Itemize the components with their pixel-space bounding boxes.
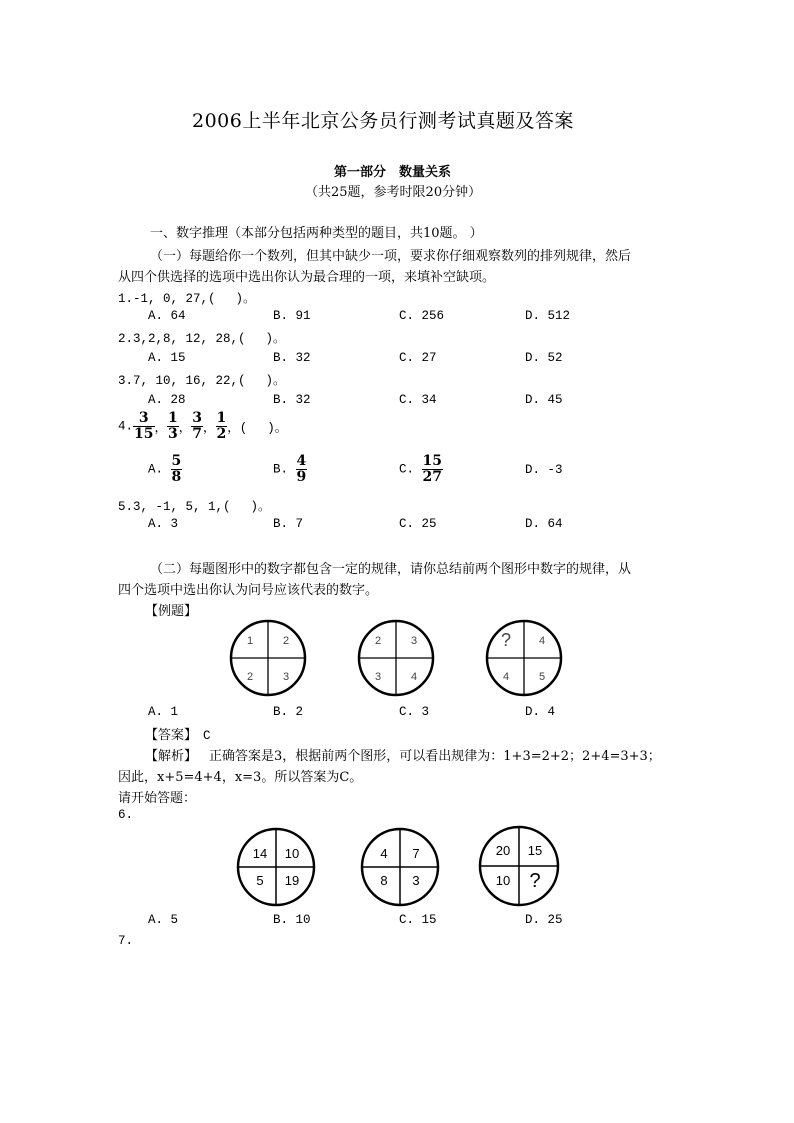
q3-option-d: D. 45: [525, 393, 563, 407]
part-subheading: （共25题，参考时限20分钟）: [305, 185, 482, 200]
question-2-stem: 2.3,2,8, 12, 28,( )。: [118, 332, 286, 346]
analysis-text1: 正确答案是3，根据前两个图形，可以看出规律为：1+3=2+2；2+4=3+3；: [209, 749, 661, 764]
example-option-b: B. 2: [273, 705, 304, 719]
q4-number: 4.: [118, 419, 134, 434]
q6-2-bottom-left: 8: [380, 873, 388, 888]
q6-3-top-right: 15: [527, 843, 543, 858]
example-3-bottom-right: 5: [538, 671, 546, 683]
q6-circle-1: [235, 826, 317, 908]
example-label: 【例题】: [145, 604, 198, 619]
q4-fraction-1: $\frac{3}{15}$: [134, 410, 154, 442]
example-2-top-left: 2: [374, 635, 382, 647]
q6-1-top-left: 14: [252, 846, 268, 861]
example-circle-1: [228, 618, 308, 698]
q3-option-b: B. 32: [273, 393, 311, 407]
q4-fraction-2: $\frac{1}{3}$: [168, 410, 178, 442]
q6-3-bottom-left: 10: [495, 873, 511, 888]
analysis-line2: 因此，x+5=4+4，x=3。所以答案为C。: [118, 770, 363, 785]
q6-3-bottom-right: ?: [529, 870, 541, 892]
q6-circle-2: [359, 826, 441, 908]
example-1-top-left: 1: [246, 635, 254, 647]
question-3-stem: 3.7, 10, 16, 22,( )。: [118, 374, 286, 388]
example-3-top-right: 4: [538, 635, 546, 647]
section1-intro-line1: （一）每题给你一个数列，但其中缺少一项，要求你仔细观察数列的排列规律，然后: [150, 249, 632, 264]
q5-option-a: A. 3: [148, 517, 179, 531]
example-1-bottom-left: 2: [246, 671, 254, 683]
analysis-label: 【解析】: [145, 749, 198, 764]
answer-value: C: [203, 729, 211, 743]
question-1-stem: 1.-1, 0, 27,( )。: [118, 292, 256, 306]
section2-intro-line2: 四个选项中选出你认为问号应该代表的数字。: [118, 583, 379, 598]
q1-option-a: A. 64: [148, 309, 186, 323]
example-1-bottom-right: 3: [282, 671, 290, 683]
question-6-number: 6.: [118, 808, 134, 822]
question-7-number: 7.: [118, 934, 134, 948]
q5-option-c: C. 25: [399, 517, 437, 531]
q2-option-b: B. 32: [273, 351, 311, 365]
q1-option-b: B. 91: [273, 309, 311, 323]
q4-option-c: C. $\frac{15}{27}$: [399, 453, 443, 485]
example-2-bottom-right: 4: [410, 671, 418, 683]
example-3-top-left: ?: [500, 630, 512, 650]
q6-3-top-left: 20: [495, 843, 511, 858]
q5-option-d: D. 64: [525, 517, 563, 531]
q6-option-c: C. 15: [399, 913, 437, 927]
example-circle-2: [356, 618, 436, 698]
section1-heading: 一、数字推理（本部分包括两种类型的题目，共10题。 ）: [150, 226, 483, 241]
q1-option-c: C. 256: [399, 309, 445, 323]
analysis-line1: [145, 745, 661, 764]
q6-2-top-left: 4: [380, 846, 388, 861]
example-2-bottom-left: 3: [374, 671, 382, 683]
q6-circle-3: [477, 824, 561, 908]
q4-option-d: D. -3: [525, 463, 563, 477]
q1-option-d: D. 512: [525, 309, 571, 323]
answer-line: [145, 724, 211, 743]
q6-2-bottom-right: 3: [412, 873, 420, 888]
q2-option-c: C. 27: [399, 351, 437, 365]
q2-option-d: D. 52: [525, 351, 563, 365]
example-option-a: A. 1: [148, 705, 179, 719]
q4-fraction-4: $\frac{1}{2}$: [216, 410, 227, 442]
q6-1-top-right: 10: [284, 846, 300, 861]
example-option-c: C. 3: [399, 705, 430, 719]
start-label: 请开始答题：: [118, 791, 197, 806]
example-option-d: D. 4: [525, 705, 556, 719]
question-4-stem: 4. $\frac{3}{15}$ ， $\frac{1}{3}$ ， $\frac{3}{7}$ ， $\frac{1}{2}$ ，( )。: [118, 410, 288, 442]
example-2-top-right: 3: [410, 635, 418, 647]
q4-fraction-3: $\frac{3}{7}$: [192, 410, 203, 442]
q6-option-a: A. 5: [148, 913, 179, 927]
q6-1-bottom-left: 5: [256, 873, 264, 888]
page-title: 2006上半年北京公务员行测考试真题及答案: [192, 110, 574, 132]
q4-option-a: A. $\frac{5}{8}$: [148, 453, 182, 485]
q6-2-top-right: 7: [412, 846, 420, 861]
example-3-bottom-left: 4: [502, 671, 510, 683]
q3-option-c: C. 34: [399, 393, 437, 407]
example-circle-3: [484, 618, 564, 698]
question-5-stem: 5.3, -1, 5, 1,( )。: [118, 500, 271, 514]
q3-option-a: A. 28: [148, 393, 186, 407]
example-1-top-right: 2: [282, 635, 290, 647]
q6-1-bottom-right: 19: [284, 873, 300, 888]
q6-option-b: B. 10: [273, 913, 311, 927]
answer-label: 【答案】: [145, 728, 198, 743]
q6-option-d: D. 25: [525, 913, 563, 927]
q4-option-b: B. $\frac{4}{9}$: [273, 453, 307, 485]
section2-intro-line1: （二）每题图形中的数字都包含一定的规律，请你总结前两个图形中数字的规律，从: [150, 562, 632, 577]
section1-intro-line2: 从四个供选择的选项中选出你认为最合理的一项，来填补空缺项。: [118, 270, 496, 285]
part-heading: 第一部分 数量关系: [334, 165, 452, 180]
q2-option-a: A. 15: [148, 351, 186, 365]
q5-option-b: B. 7: [273, 517, 304, 531]
